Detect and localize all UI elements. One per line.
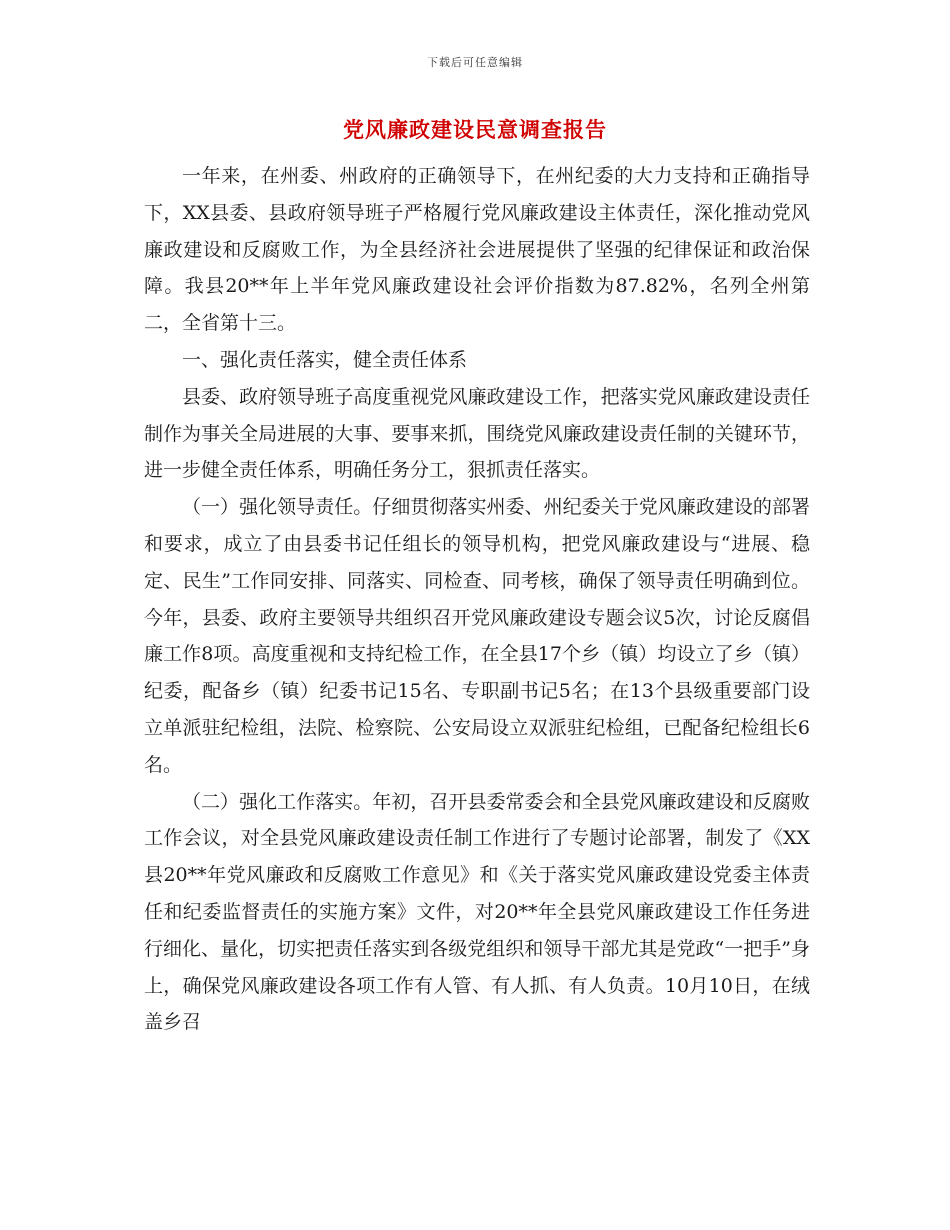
paragraph-intro: 一年来，在州委、州政府的正确领导下，在州纪委的大力支持和正确指导下，XX县委、县政府领导班子严格履行党风廉政建设主体责任，深化推动党风廉政建设和反腐败工作，为全县经济社会进展提供了坚强的纪律保证和政治保障。我县20**年上半年党风廉政建设社会评价指数为87.82%，名列全州第二，全省第十三。: [144, 165, 810, 335]
document-body: [144, 158, 810, 1041]
paragraph-leadership-responsibility: （一）强化领导责任。仔细贯彻落实州委、州纪委关于党风廉政建设的部署和要求，成立了由县委书记任组长的领导机构，把党风廉政建设与“进展、稳定、民生”工作同安排、同落实、同检查、同考核，确保了领导责任明确到位。今年，县委、政府主要领导共组织召开党风廉政建设专题会议5次，讨论反腐倡廉工作8项。高度重视和支持纪检工作，在全县17个乡（镇）均设立了乡（镇）纪委，配备乡（镇）纪委书记15名、专职副书记5名；在13个县级重要部门设立单派驻纪检组，法院、检察院、公安局设立双派驻纪检组，已配备纪检组长6名。: [144, 496, 810, 776]
paragraph-work-implementation: （二）强化工作落实。年初，召开县委常委会和全县党风廉政建设和反腐败工作会议，对全县党风廉政建设责任制工作进行了专题讨论部署，制发了《XX县20**年党风廉政和反腐败工作意见》和《关于落实党风廉政建设党委主体责任和纪委监督责任的实施方案》文件，对20**年全县党风廉政建设工作任务进行细化、量化，切实把责任落实到各级党组织和领导干部尤其是党政“一把手”身上，确保党风廉政建设各项工作有人管、有人抓、有人负责。10月10日，在绒盖乡召: [144, 790, 810, 1034]
document-title: 党风廉政建设民意调查报告: [343, 117, 607, 142]
paragraph-section-1-overview: 县委、政府领导班子高度重视党风廉政建设工作，把落实党风廉政建设责任制作为事关全局进展的大事、要事来抓，围绕党风廉政建设责任制的关键环节，进一步健全责任体系，明确任务分工，狠抓责任落实。: [144, 385, 810, 482]
page-header-note: 下载后可任意编辑: [427, 56, 523, 69]
section-heading-1: 一、强化责任落实，健全责任体系: [182, 348, 468, 371]
